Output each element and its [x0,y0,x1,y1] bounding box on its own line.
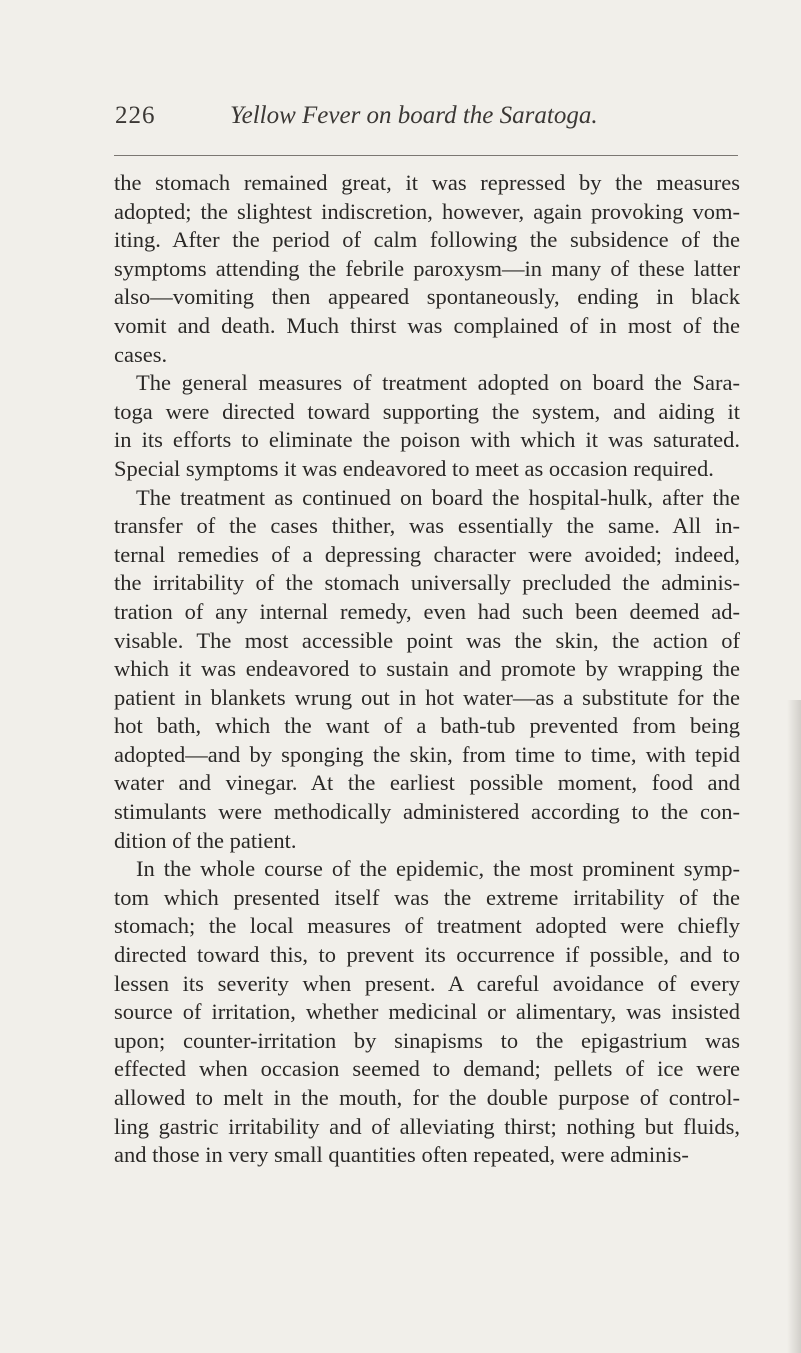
paragraph [114,855,740,1170]
text-line: patient in blankets wrung out in hot water—as a substitute for the [114,684,740,710]
text-line: cases. [114,341,168,367]
text-line: stomach; the local measures of treatment adopted were chiefly [114,913,740,939]
text-line: in its efforts to eliminate the poison with which it was saturated. [114,427,740,453]
text-line: The general measures of treatment adopted on board the Sara- [136,370,740,396]
text-line: upon; counter-irritation by sinapisms to the epigastrium was [114,1027,740,1053]
text-line: visable. The most accessible point was the skin, the action of [114,627,740,653]
text-line: tom which presented itself was the extreme irritability of the [114,884,740,910]
page-edge-shadow [787,700,801,1353]
running-title: Yellow Fever on board the Saratoga. [230,102,598,129]
running-head [0,102,801,136]
text-line: dition of the patient. [114,827,297,853]
text-line: ternal remedies of a depressing character were avoided; indeed, [114,541,740,567]
text-line: In the whole course of the epidemic, the most prominent symp- [136,856,740,882]
text-line: source of irritation, whether medicinal or alimentary, was insisted [114,999,740,1025]
header-rule [114,155,738,156]
text-line: The treatment as continued on board the hospital-hulk, after the [136,484,740,510]
text-line: directed toward this, to prevent its occurrence if possible, and to [114,942,740,968]
text-line: Special symptoms it was endeavored to meet as occasion required. [114,455,714,481]
text-line: allowed to melt in the mouth, for the double purpose of control- [114,1085,740,1110]
text-line: which it was endeavored to sustain and promote by wrapping the [114,656,740,682]
text-line: hot bath, which the want of a bath-tub prevented from being [114,713,740,739]
paragraph [114,484,740,856]
text-line: the irritability of the stomach universally precluded the adminis- [114,570,740,596]
text-line: vomit and death. Much thirst was complained of in most of the [114,312,740,338]
body-text [114,169,740,1170]
text-line: the stomach remained great, it was repressed by the measures [114,170,740,195]
paragraph [114,369,740,483]
text-line: tration of any internal remedy, even had such been deemed ad- [114,598,740,624]
text-line: iting. After the period of calm following the subsidence of the [114,227,740,253]
text-line: symptoms attending the febrile paroxysm—in many of these latter [114,255,740,281]
text-line: toga were directed toward supporting the system, and aiding it [114,398,740,424]
text-line: lessen its severity when present. A careful avoidance of every [114,970,740,996]
text-line: also—vomiting then appeared spontaneously, ending in black [114,284,740,310]
text-line: water and vinegar. At the earliest possible moment, food and [114,770,740,796]
text-line: ling gastric irritability and of alleviating thirst; nothing but fluids, [114,1113,740,1139]
text-line: and those in very small quantities often repeated, were adminis- [114,1142,689,1168]
text-line: adopted; the slightest indiscretion, however, again provoking vom- [114,198,740,224]
text-line: adopted—and by sponging the skin, from time to time, with tepid [114,741,740,767]
text-line: stimulants were methodically administered according to the con- [114,799,740,825]
paragraph [114,169,740,369]
text-line: transfer of the cases thither, was essentially the same. All in- [114,513,740,539]
page-number: 226 [115,102,156,129]
text-line: effected when occasion seemed to demand; pellets of ice were [114,1056,740,1082]
